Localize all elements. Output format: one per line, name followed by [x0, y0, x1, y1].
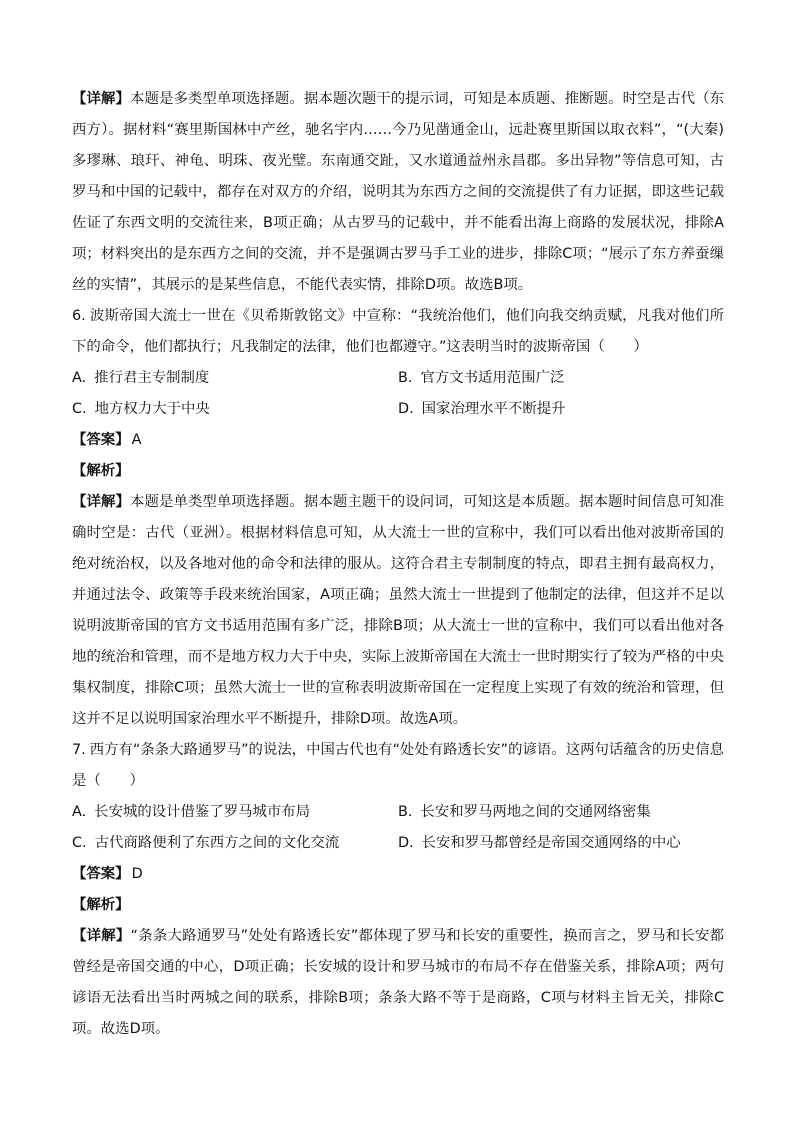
option-text: 国家治理水平不断提升 [421, 401, 566, 417]
option-letter: D. [398, 835, 414, 851]
option-letter: D. [398, 401, 414, 417]
q6-options [72, 363, 724, 425]
q6-answer [72, 425, 724, 456]
q7-stem-text: 西方有“条条大路通罗马”的说法，中国古代也有“处处有路透长安”的谚语。这两句话蕴含的历史信息是（ ） [72, 742, 724, 789]
option-letter: A. [72, 804, 87, 820]
q6-option-d [398, 394, 724, 425]
q7-option-b [398, 797, 724, 828]
option-letter: A. [72, 370, 87, 386]
q7-options [72, 797, 724, 859]
option-text: 推行君主专制制度 [94, 370, 210, 386]
q7-detail-paragraph [72, 921, 724, 1045]
q6-analysis-label: 【解析】 [72, 463, 130, 479]
q7-answer [72, 859, 724, 890]
option-text: 长安城的设计借鉴了罗马城市布局 [94, 804, 311, 820]
option-letter: B. [398, 370, 413, 386]
q6-number: 6. [72, 308, 86, 324]
q6-stem [72, 301, 724, 363]
option-text: 地方权力大于中央 [94, 401, 210, 417]
answer-label: 【答案】 [72, 866, 130, 882]
q5-detail-paragraph [72, 84, 724, 301]
q6-detail-text: 本题是单类型单项选择题。据本题主题干的设问词，可知这是本质题。据本题时间信息可知准确时空是：古代（亚洲）。根据材料信息可知，从大流士一世的宣称中，我们可以看出他对波斯帝国的绝对统治权，以及各地对他的命令和法律的服从。这符合君主专制制度的特点，即君主拥有最高权力，并通过法令、政策等手段来统治国家，A项正确；虽然大流士一世提到了他制定的法律，但这并不足以说明波斯帝国的官方文书适用范围有多广泛，排除B项；从大流士一世的宣称中，我们可以看出他对各地的统治和管理，而不是地方权力大于中央，实际上波斯帝国在大流士一世时期实行了较为严格的中央集权制度，排除C项；虽然大流士一世的宣称表明波斯帝国在一定程度上实现了有效的统治和管理，但这并不足以说明国家治理水平不断提升，排除D项。故选A项。 [72, 494, 724, 727]
q6-option-c [72, 394, 398, 425]
answer-value: A [131, 432, 142, 448]
option-letter: C. [72, 401, 87, 417]
option-text: 官方文书适用范围广泛 [420, 370, 565, 386]
q7-option-d [398, 828, 724, 859]
answer-value: D [131, 866, 143, 882]
q6-option-a [72, 363, 398, 394]
q7-option-c [72, 828, 398, 859]
q5-detail-text: 本题是多类型单项选择题。据本题次题干的提示词，可知是本质题、推断题。时空是古代（东西方）。据材料“赛里斯国林中产丝，驰名宇内……今乃见凿通金山，远赴赛里斯国以取衣料”，“(大秦)多璆琳、琅玕、神龟、明珠、夜光璧。东南通交趾，又水道通益州永昌郡。多出异物”等信息可知，古罗马和中国的记载中，都存在对双方的介绍，说明其为东西方之间的交流提供了有力证据，即这些记载佐证了东西文明的交流往来，B项正确；从古罗马的记载中，并不能看出海上商路的发展状况，排除A项；材料突出的是东西方之间的交流，并不是强调古罗马手工业的进步，排除C项；“展示了东方养蚕缫丝的实情”，其展示的是某些信息，不能代表实情，排除D项。故选B项。 [72, 91, 724, 293]
detail-tag: 【详解】 [72, 91, 130, 107]
q7-number: 7. [72, 742, 86, 758]
answer-label: 【答案】 [72, 432, 130, 448]
q7-stem [72, 735, 724, 797]
option-letter: C. [72, 835, 87, 851]
q6-option-b [398, 363, 724, 394]
document-page [72, 84, 724, 1045]
q7-detail-text: “条条大路通罗马”处处有路透长安”都体现了罗马和长安的重要性，换而言之，罗马和长安都曾经是帝国交通的中心，D项正确；长安城的设计和罗马城市的布局不存在借鉴关系，排除A项；两句谚语无法看出当时两城之间的联系，排除B项；条条大路不等于是商路，C项与材料主旨无关，排除C项。故选D项。 [72, 928, 724, 1037]
detail-tag: 【详解】 [72, 494, 130, 510]
q7-analysis-label: 【解析】 [72, 897, 130, 913]
detail-tag: 【详解】 [72, 928, 131, 944]
option-text: 长安和罗马都曾经是帝国交通网络的中心 [421, 835, 681, 851]
q6-stem-text: 波斯帝国大流士一世在《贝希斯敦铭文》中宣称：“我统治他们，他们向我交纳贡赋，凡我对他们所下的命令，他们都执行；凡我制定的法律，他们也都遵守。”这表明当时的波斯帝国（ ） [72, 308, 724, 355]
q6-detail-paragraph [72, 487, 724, 735]
option-text: 长安和罗马两地之间的交通网络密集 [420, 804, 651, 820]
q7-option-a [72, 797, 398, 828]
option-text: 古代商路便利了东西方之间的文化交流 [94, 835, 340, 851]
option-letter: B. [398, 804, 413, 820]
